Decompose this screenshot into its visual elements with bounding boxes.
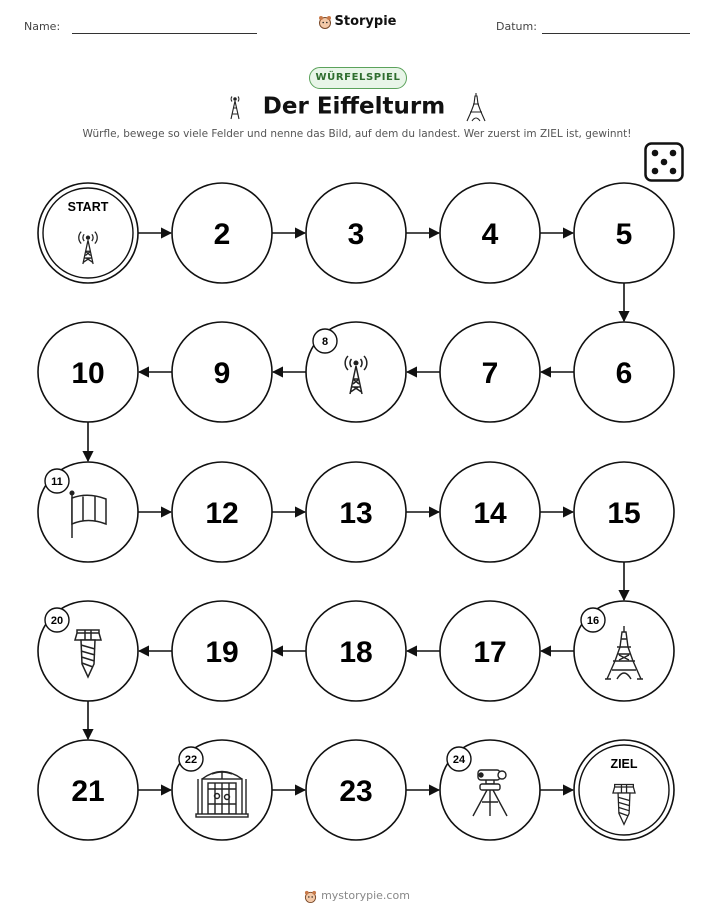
board-space[interactable] <box>440 183 540 283</box>
board-space[interactable] <box>306 462 406 562</box>
space-number: 12 <box>205 497 239 530</box>
space-number: 3 <box>347 218 365 251</box>
space-number: 6 <box>615 357 633 390</box>
board-space[interactable] <box>574 322 674 422</box>
board-space[interactable] <box>38 601 138 701</box>
space-number: 5 <box>615 218 633 251</box>
board-space[interactable] <box>306 740 406 840</box>
board-space[interactable] <box>38 322 138 422</box>
board-space[interactable] <box>440 601 540 701</box>
space-number: 19 <box>205 636 239 669</box>
title-text: Der Eiffelturm <box>262 93 446 120</box>
storypie-logo-icon <box>304 890 317 903</box>
game-type-badge: WÜRFELSPIEL <box>309 67 407 89</box>
space-number: 14 <box>473 497 507 530</box>
space-number: 18 <box>339 636 373 669</box>
board-space[interactable] <box>172 601 272 701</box>
space-number: 10 <box>71 357 105 390</box>
elevator-icon <box>196 771 248 817</box>
space-circle <box>38 183 138 283</box>
board-space[interactable] <box>306 183 406 283</box>
space-number: 22 <box>184 754 198 766</box>
board-space[interactable] <box>172 462 272 562</box>
start-label: START <box>67 200 109 214</box>
board-space[interactable] <box>172 740 272 840</box>
board-space[interactable] <box>574 462 674 562</box>
space-number: 7 <box>481 357 499 390</box>
space-number: 21 <box>71 775 105 808</box>
space-number: 16 <box>586 615 600 627</box>
instructions: Würfle, bewege so viele Felder und nenne das Bild, auf dem du landest. Wer zuerst im ZIEL ist, gewinnt! <box>82 128 632 140</box>
brand-name: Storypie <box>334 14 397 29</box>
space-number: 11 <box>51 476 63 488</box>
space-number: 24 <box>452 754 466 766</box>
space-number: 20 <box>50 615 64 627</box>
finish-space[interactable] <box>574 740 674 840</box>
board-space[interactable] <box>306 601 406 701</box>
board-space[interactable] <box>172 183 272 283</box>
space-number: 4 <box>481 218 499 251</box>
board-space[interactable] <box>306 322 406 422</box>
start-space[interactable] <box>38 183 138 283</box>
footer-url: mystorypie.com <box>321 889 410 902</box>
space-number: 2 <box>213 218 231 251</box>
board-space[interactable] <box>38 462 138 562</box>
board-space[interactable] <box>172 322 272 422</box>
board-space[interactable] <box>574 183 674 283</box>
space-number: 17 <box>473 636 507 669</box>
space-number: 15 <box>607 497 641 530</box>
space-number: 13 <box>339 497 373 530</box>
board-space[interactable] <box>38 740 138 840</box>
space-number: 23 <box>339 775 373 808</box>
board-space[interactable] <box>574 601 674 701</box>
board-space[interactable] <box>440 740 540 840</box>
footer <box>0 889 714 903</box>
space-number: 9 <box>213 357 231 390</box>
name-label: Name: <box>24 20 61 33</box>
date-label: Datum: <box>496 20 537 33</box>
board-space[interactable] <box>440 322 540 422</box>
space-number: 8 <box>321 336 329 348</box>
finish-label: ZIEL <box>610 757 638 771</box>
board-space[interactable] <box>440 462 540 562</box>
